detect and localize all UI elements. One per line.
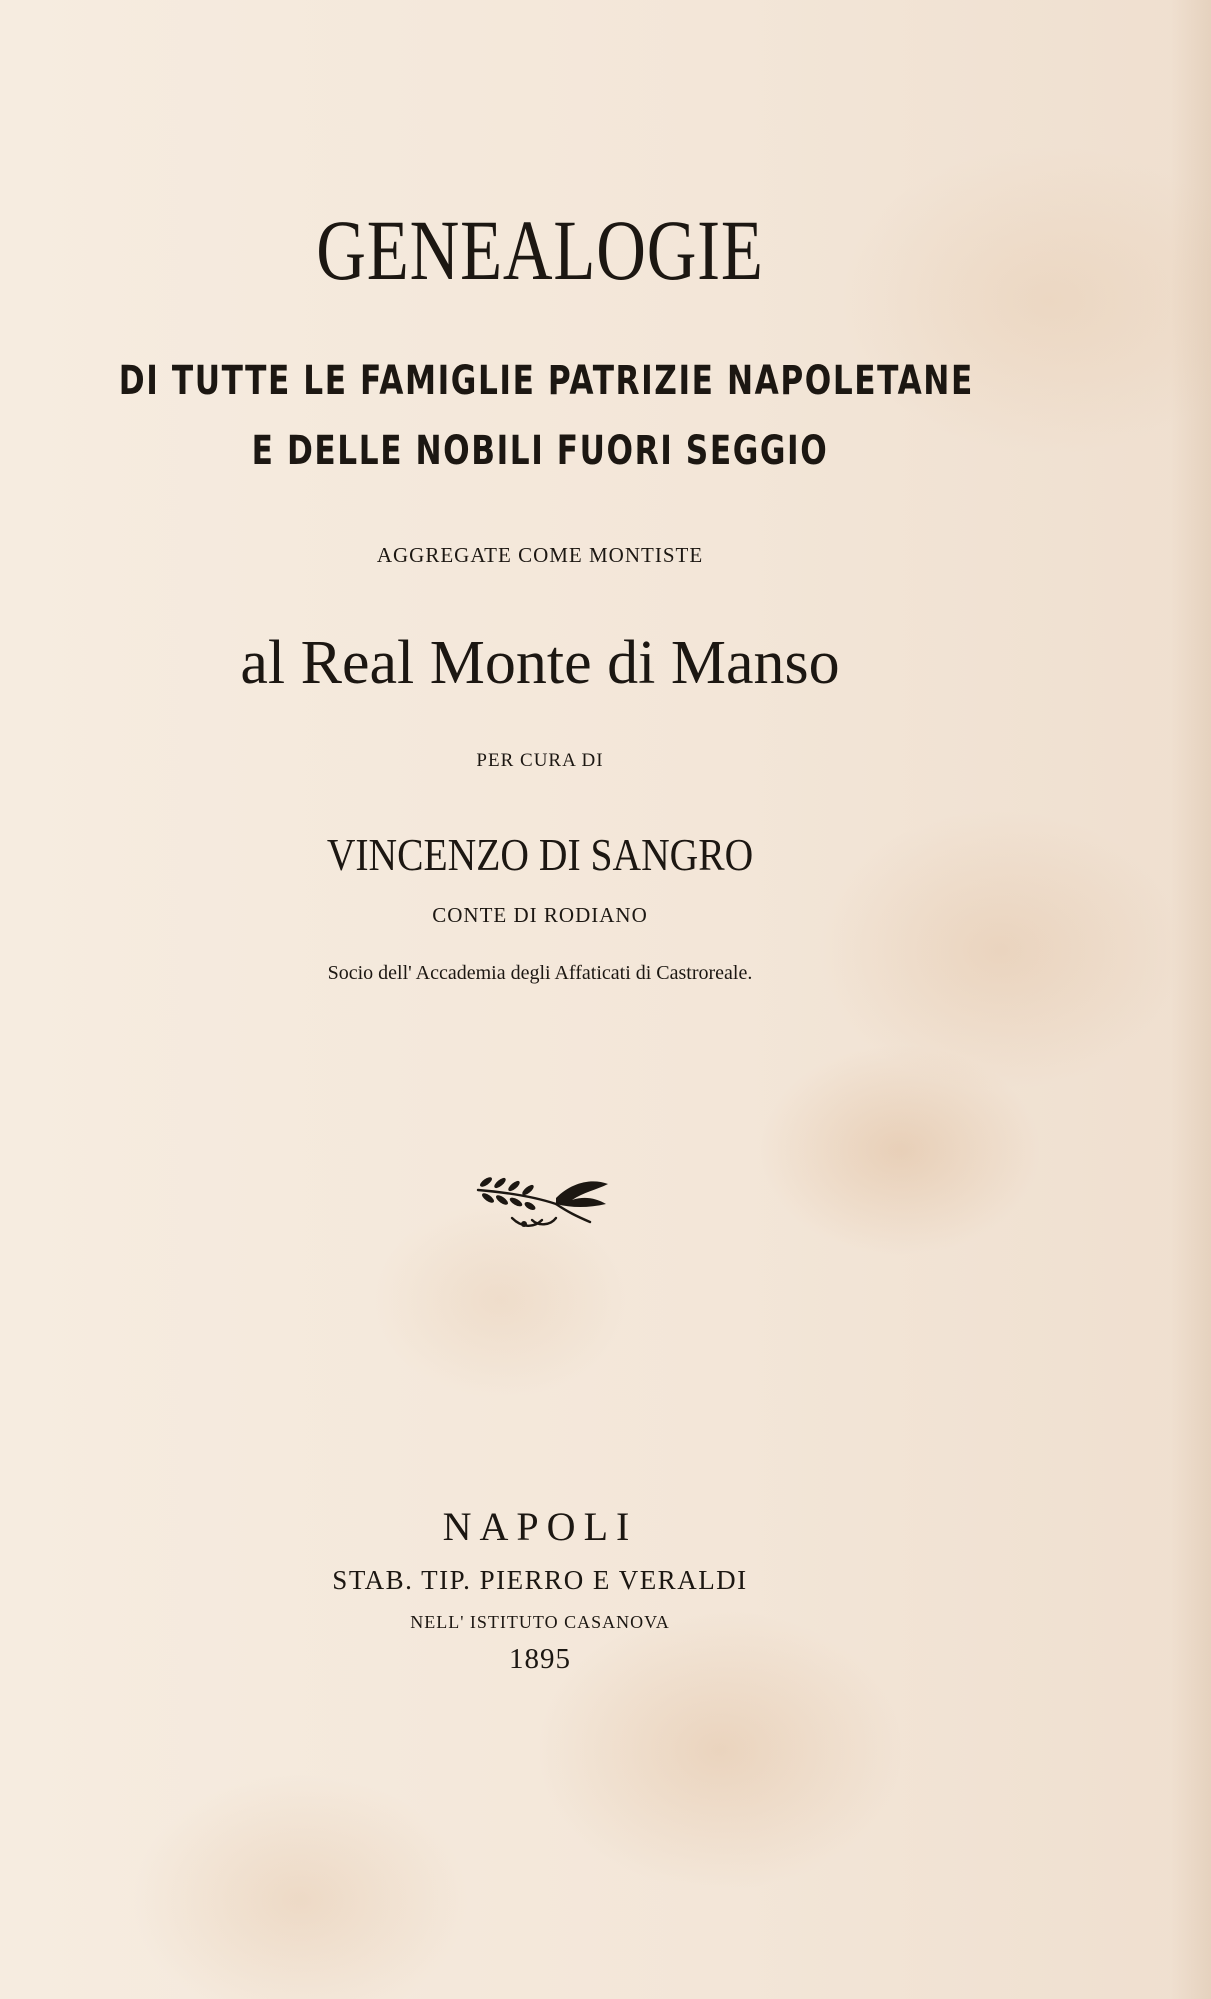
subtitle-line-2: E DELLE NOBILI FUORI SEGGIO — [251, 428, 829, 474]
institution-line: al Real Monte di Manso — [240, 629, 840, 697]
imprint-year: 1895 — [509, 1643, 571, 1675]
aggregate-line: AGGREGATE COME MONTISTE — [376, 543, 704, 567]
subtitle-line-1: DI TUTTE LE FAMIGLIE PATRIZIE NAPOLETANE — [118, 358, 974, 404]
olive-branch-ornament-icon — [472, 1168, 612, 1230]
author-affiliation: Socio dell' Accademia degli Affaticati di Castroreale. — [327, 962, 753, 984]
book-title: GENEALOGIE — [316, 202, 764, 298]
author-name: VINCENZO DI SANGRO — [326, 829, 754, 880]
author-title: CONTE DI RODIANO — [432, 903, 648, 927]
per-cura-line: PER CURA DI — [476, 750, 604, 771]
imprint-printer: STAB. TIP. PIERRO E VERALDI — [332, 1565, 748, 1595]
imprint-city: NAPOLI — [442, 1504, 638, 1549]
page-edge-shading — [1171, 0, 1211, 1999]
imprint-institute: NELL' ISTITUTO CASANOVA — [410, 1612, 670, 1632]
